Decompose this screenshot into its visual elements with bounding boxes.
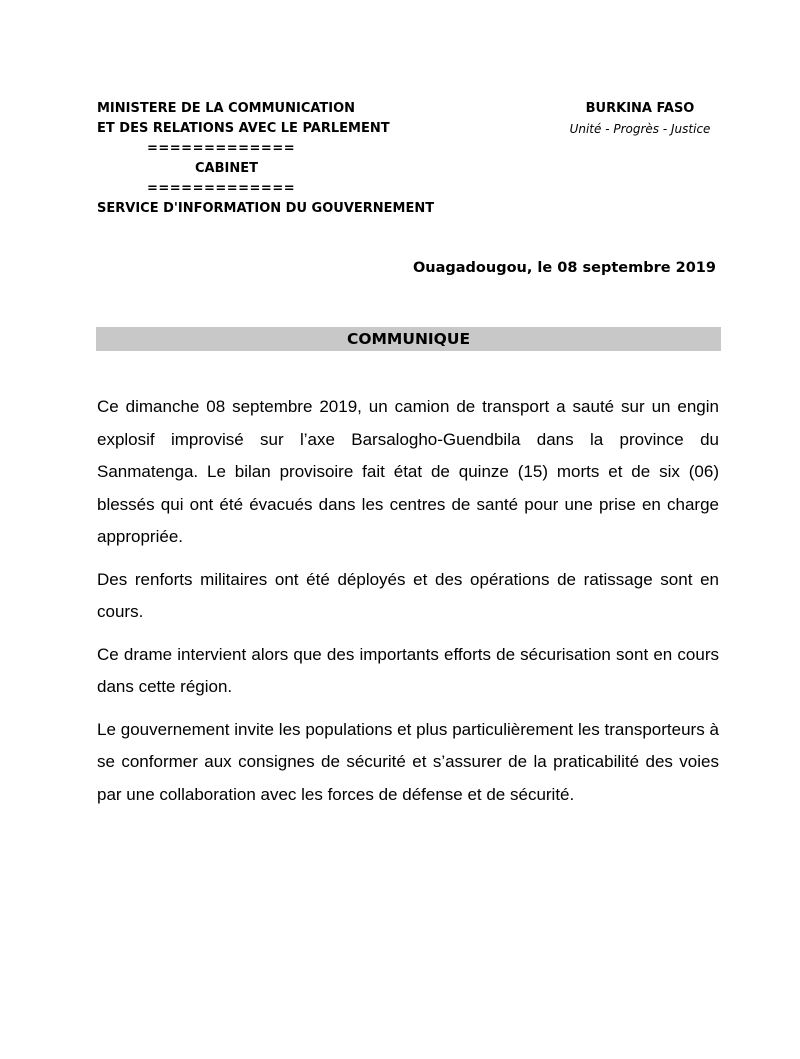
document-title: COMMUNIQUE bbox=[346, 330, 471, 348]
paragraph-3: Ce drame intervient alors que des importants efforts de sécurisation sont en cours dans cette région. bbox=[97, 644, 719, 696]
title-banner bbox=[96, 327, 721, 351]
separator-bottom: ============= bbox=[147, 181, 296, 196]
national-motto: Unité - Progrès - Justice bbox=[569, 122, 711, 136]
service-name: SERVICE D'INFORMATION DU GOUVERNEMENT bbox=[97, 201, 435, 216]
paragraph-4: Le gouvernement invite les populations et plus particulièrement les transporteurs à se conformer aux consignes de sécurité et s’assurer de la praticabilité des voies par une collaboration avec les forces de défense et de sécurité. bbox=[97, 719, 719, 804]
cabinet-label: CABINET bbox=[195, 161, 258, 176]
ministry-name-line1: MINISTERE DE LA COMMUNICATION bbox=[97, 101, 356, 116]
ministry-name-line2: ET DES RELATIONS AVEC LE PARLEMENT bbox=[97, 121, 390, 136]
country-name: BURKINA FASO bbox=[585, 101, 695, 116]
communique-body bbox=[97, 391, 719, 821]
place-and-date: Ouagadougou, le 08 septembre 2019 bbox=[412, 260, 716, 276]
separator-top: ============= bbox=[147, 141, 296, 156]
ministry-header bbox=[97, 99, 527, 219]
country-header bbox=[560, 99, 720, 139]
paragraph-2: Des renforts militaires ont été déployés et des opérations de ratissage sont en cours. bbox=[97, 569, 719, 621]
paragraph-1: Ce dimanche 08 septembre 2019, un camion de transport a sauté sur un engin explosif improvisé sur l’axe Barsalogho-Guendbila dans la province du Sanmatenga. Le bilan provisoire fait état de quinze (15) morts et de six (06) blessés qui ont été évacués dans les centres de santé pour une prise en charge appropriée. bbox=[97, 397, 719, 546]
